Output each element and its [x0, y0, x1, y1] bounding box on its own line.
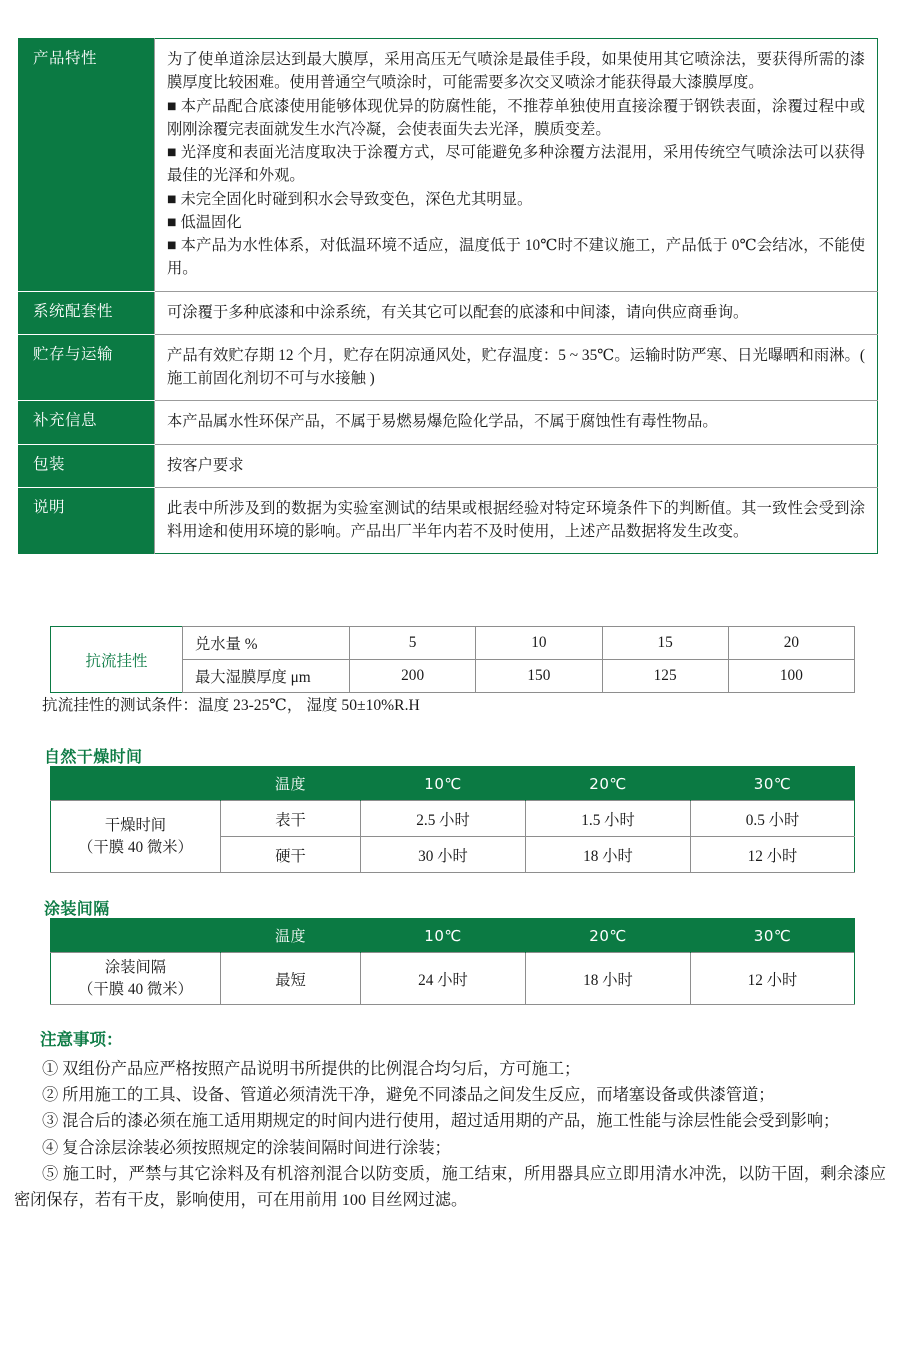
interval-row-label [51, 953, 221, 1005]
spec-body-storage-transport: 产品有效贮存期 12 个月，贮存在阴凉通风处，贮存温度：5 ~ 35℃。运输时防严寒、日光曝晒和雨淋。( 施工前固化剂切不可与水接触 ) [155, 334, 878, 401]
table-row [51, 801, 855, 837]
spec-body-packaging: 按客户要求 [155, 444, 878, 487]
feature-bullet [167, 234, 865, 281]
anti-sag-table-wrapper [50, 626, 855, 693]
thickness-row-header: 最大湿膜厚度 μm [183, 660, 350, 693]
thickness-value: 150 [476, 660, 602, 693]
spec-label-product-features: 产品特性 [19, 39, 155, 292]
precaution-item: ④ 复合涂层涂装必须按照规定的涂装间隔时间进行涂装； [42, 1138, 451, 1157]
drying-row-label-line1: 干燥时间 [104, 817, 167, 835]
precaution-item: ② 所用施工的工具、设备、管道必须清洗干净，避免不同漆品之间发生反应，而堵塞设备或供漆管道； [42, 1086, 775, 1105]
section-title-drying-time: 自然干燥时间 [44, 747, 143, 766]
thickness-value: 100 [728, 660, 854, 693]
spec-body-additional-info: 本产品属水性环保产品，不属于易燃易爆危险化学品，不属于腐蚀性有毒性物品。 [155, 401, 878, 444]
thickness-value: 125 [602, 660, 728, 693]
drying-temp-30: 30℃ [691, 767, 855, 801]
table-row [51, 627, 855, 660]
feature-bullet-text: 光泽度和表面光洁度取决于涂覆方式，尽可能避免多种涂覆方法混用，采用传统空气喷涂法可以获得最佳的光泽和外观。 [167, 144, 865, 185]
feature-bullet-text: 本产品配合底漆使用能够体现优异的防腐性能，不推荐单独使用直接涂覆于钢铁表面，涂覆过程中或刚刚涂覆完表面就发生水汽冷凝，会使表面失去光泽，膜质变差。 [167, 97, 865, 138]
interval-value: 18 小时 [526, 953, 691, 1005]
spec-label-system-compatibility: 系统配套性 [19, 291, 155, 334]
drying-type-hard: 硬干 [221, 837, 361, 873]
square-bullet-icon: ■ [167, 216, 177, 228]
recoat-interval-table [50, 918, 855, 1005]
feature-bullet-text: 未完全固化时碰到积水会导致变色，深色尤其明显。 [180, 190, 533, 208]
feature-bullet [167, 141, 865, 188]
feature-bullet [167, 188, 865, 211]
interval-type-min: 最短 [221, 953, 361, 1005]
feature-bullet-text: 低温固化 [180, 213, 242, 231]
drying-value: 1.5 小时 [526, 801, 691, 837]
product-spec-table [18, 38, 878, 554]
feature-bullet [167, 211, 865, 234]
interval-row-label-line1: 涂装间隔 [104, 959, 167, 977]
spec-body-disclaimer: 此表中所涉及到的数据为实验室测试的结果或根据经验对特定环境条件下的判断值。其一致性会受到涂料用途和使用环境的影响。产品出厂半年内若不及时使用，上述产品数据将发生改变。 [155, 487, 878, 554]
square-bullet-icon: ■ [167, 100, 177, 112]
table-header-row [51, 767, 855, 801]
spec-label-disclaimer: 说明 [19, 487, 155, 554]
table-row [51, 953, 855, 1005]
drying-value: 12 小时 [691, 837, 855, 873]
drying-value: 30 小时 [361, 837, 526, 873]
feature-bullet-text: 本产品为水性体系，对低温环境不适应，温度低于 10℃时不建议施工，产品低于 0℃会结冰，不能使用。 [167, 237, 865, 278]
drying-type-surface: 表干 [221, 801, 361, 837]
table-row [19, 444, 878, 487]
dilution-value: 15 [602, 627, 728, 660]
dilution-value: 20 [728, 627, 854, 660]
precautions-list [14, 1056, 886, 1213]
drying-corner-cell [51, 767, 221, 801]
spec-label-storage-transport: 贮存与运输 [19, 334, 155, 401]
spec-body-product-features [155, 39, 878, 292]
dilution-value: 5 [350, 627, 476, 660]
table-row [19, 291, 878, 334]
anti-sag-label: 抗流挂性 [51, 627, 183, 693]
precaution-item: ① 双组份产品应严格按照产品说明书所提供的比例混合均匀后，方可施工； [42, 1060, 581, 1078]
square-bullet-icon: ■ [167, 147, 177, 158]
drying-time-table [50, 766, 855, 873]
table-header-row [51, 919, 855, 953]
interval-temp-20: 20℃ [526, 919, 691, 953]
precaution-item: ⑤ 施工时，严禁与其它涂料及有机溶剂混合以防变质，施工结束，所用器具应立即用清水冲洗，以防干固，剩余漆应密闭保存，若有干皮，影响使用，可在用前用 100 目丝网过滤。 [14, 1164, 886, 1210]
table-row [19, 334, 878, 401]
table-row [19, 39, 878, 292]
table-row [19, 401, 878, 444]
section-title-recoat-interval: 涂装间隔 [44, 899, 110, 918]
interval-value: 12 小时 [691, 953, 855, 1005]
anti-sag-test-conditions: 抗流挂性的测试条件：温度 23-25℃， 湿度 50±10%R.H [42, 697, 420, 714]
anti-sag-table [50, 626, 855, 693]
drying-row-label-line2: （干膜 40 微米） [78, 838, 193, 856]
square-bullet-icon: ■ [167, 240, 177, 251]
drying-value: 2.5 小时 [361, 801, 526, 837]
feature-bullet [167, 95, 865, 142]
drying-temp-header: 温度 [221, 767, 361, 801]
interval-temp-30: 30℃ [691, 919, 855, 953]
table-row [19, 487, 878, 554]
drying-temp-20: 20℃ [526, 767, 691, 801]
drying-row-label [51, 801, 221, 873]
precaution-item: ③ 混合后的漆必须在施工适用期规定的时间内进行使用，超过适用期的产品，施工性能与涂层性能会受到影响； [42, 1112, 840, 1131]
interval-temp-10: 10℃ [361, 919, 526, 953]
dilution-row-header: 兑水量 % [183, 627, 350, 660]
interval-row-label-line2: （干膜 40 微米） [78, 980, 193, 998]
interval-corner-cell [51, 919, 221, 953]
drying-temp-10: 10℃ [361, 767, 526, 801]
drying-value: 18 小时 [526, 837, 691, 873]
interval-value: 24 小时 [361, 953, 526, 1005]
spec-body-system-compatibility: 可涂覆于多种底漆和中涂系统，有关其它可以配套的底漆和中间漆，请向供应商垂询。 [155, 291, 878, 334]
drying-value: 0.5 小时 [691, 801, 855, 837]
precautions-title: 注意事项： [40, 1030, 123, 1049]
spec-label-packaging: 包装 [19, 444, 155, 487]
thickness-value: 200 [350, 660, 476, 693]
spec-label-additional-info: 补充信息 [19, 401, 155, 444]
square-bullet-icon: ■ [167, 193, 177, 205]
dilution-value: 10 [476, 627, 602, 660]
interval-temp-header: 温度 [221, 919, 361, 953]
feature-paragraph: 为了使单道涂层达到最大膜厚，采用高压无气喷涂是最佳手段，如果使用其它喷涂法，要获得所需的漆膜厚度比较困难。使用普通空气喷涂时，可能需要多次交叉喷涂才能获得最大漆膜厚度。 [167, 51, 865, 92]
